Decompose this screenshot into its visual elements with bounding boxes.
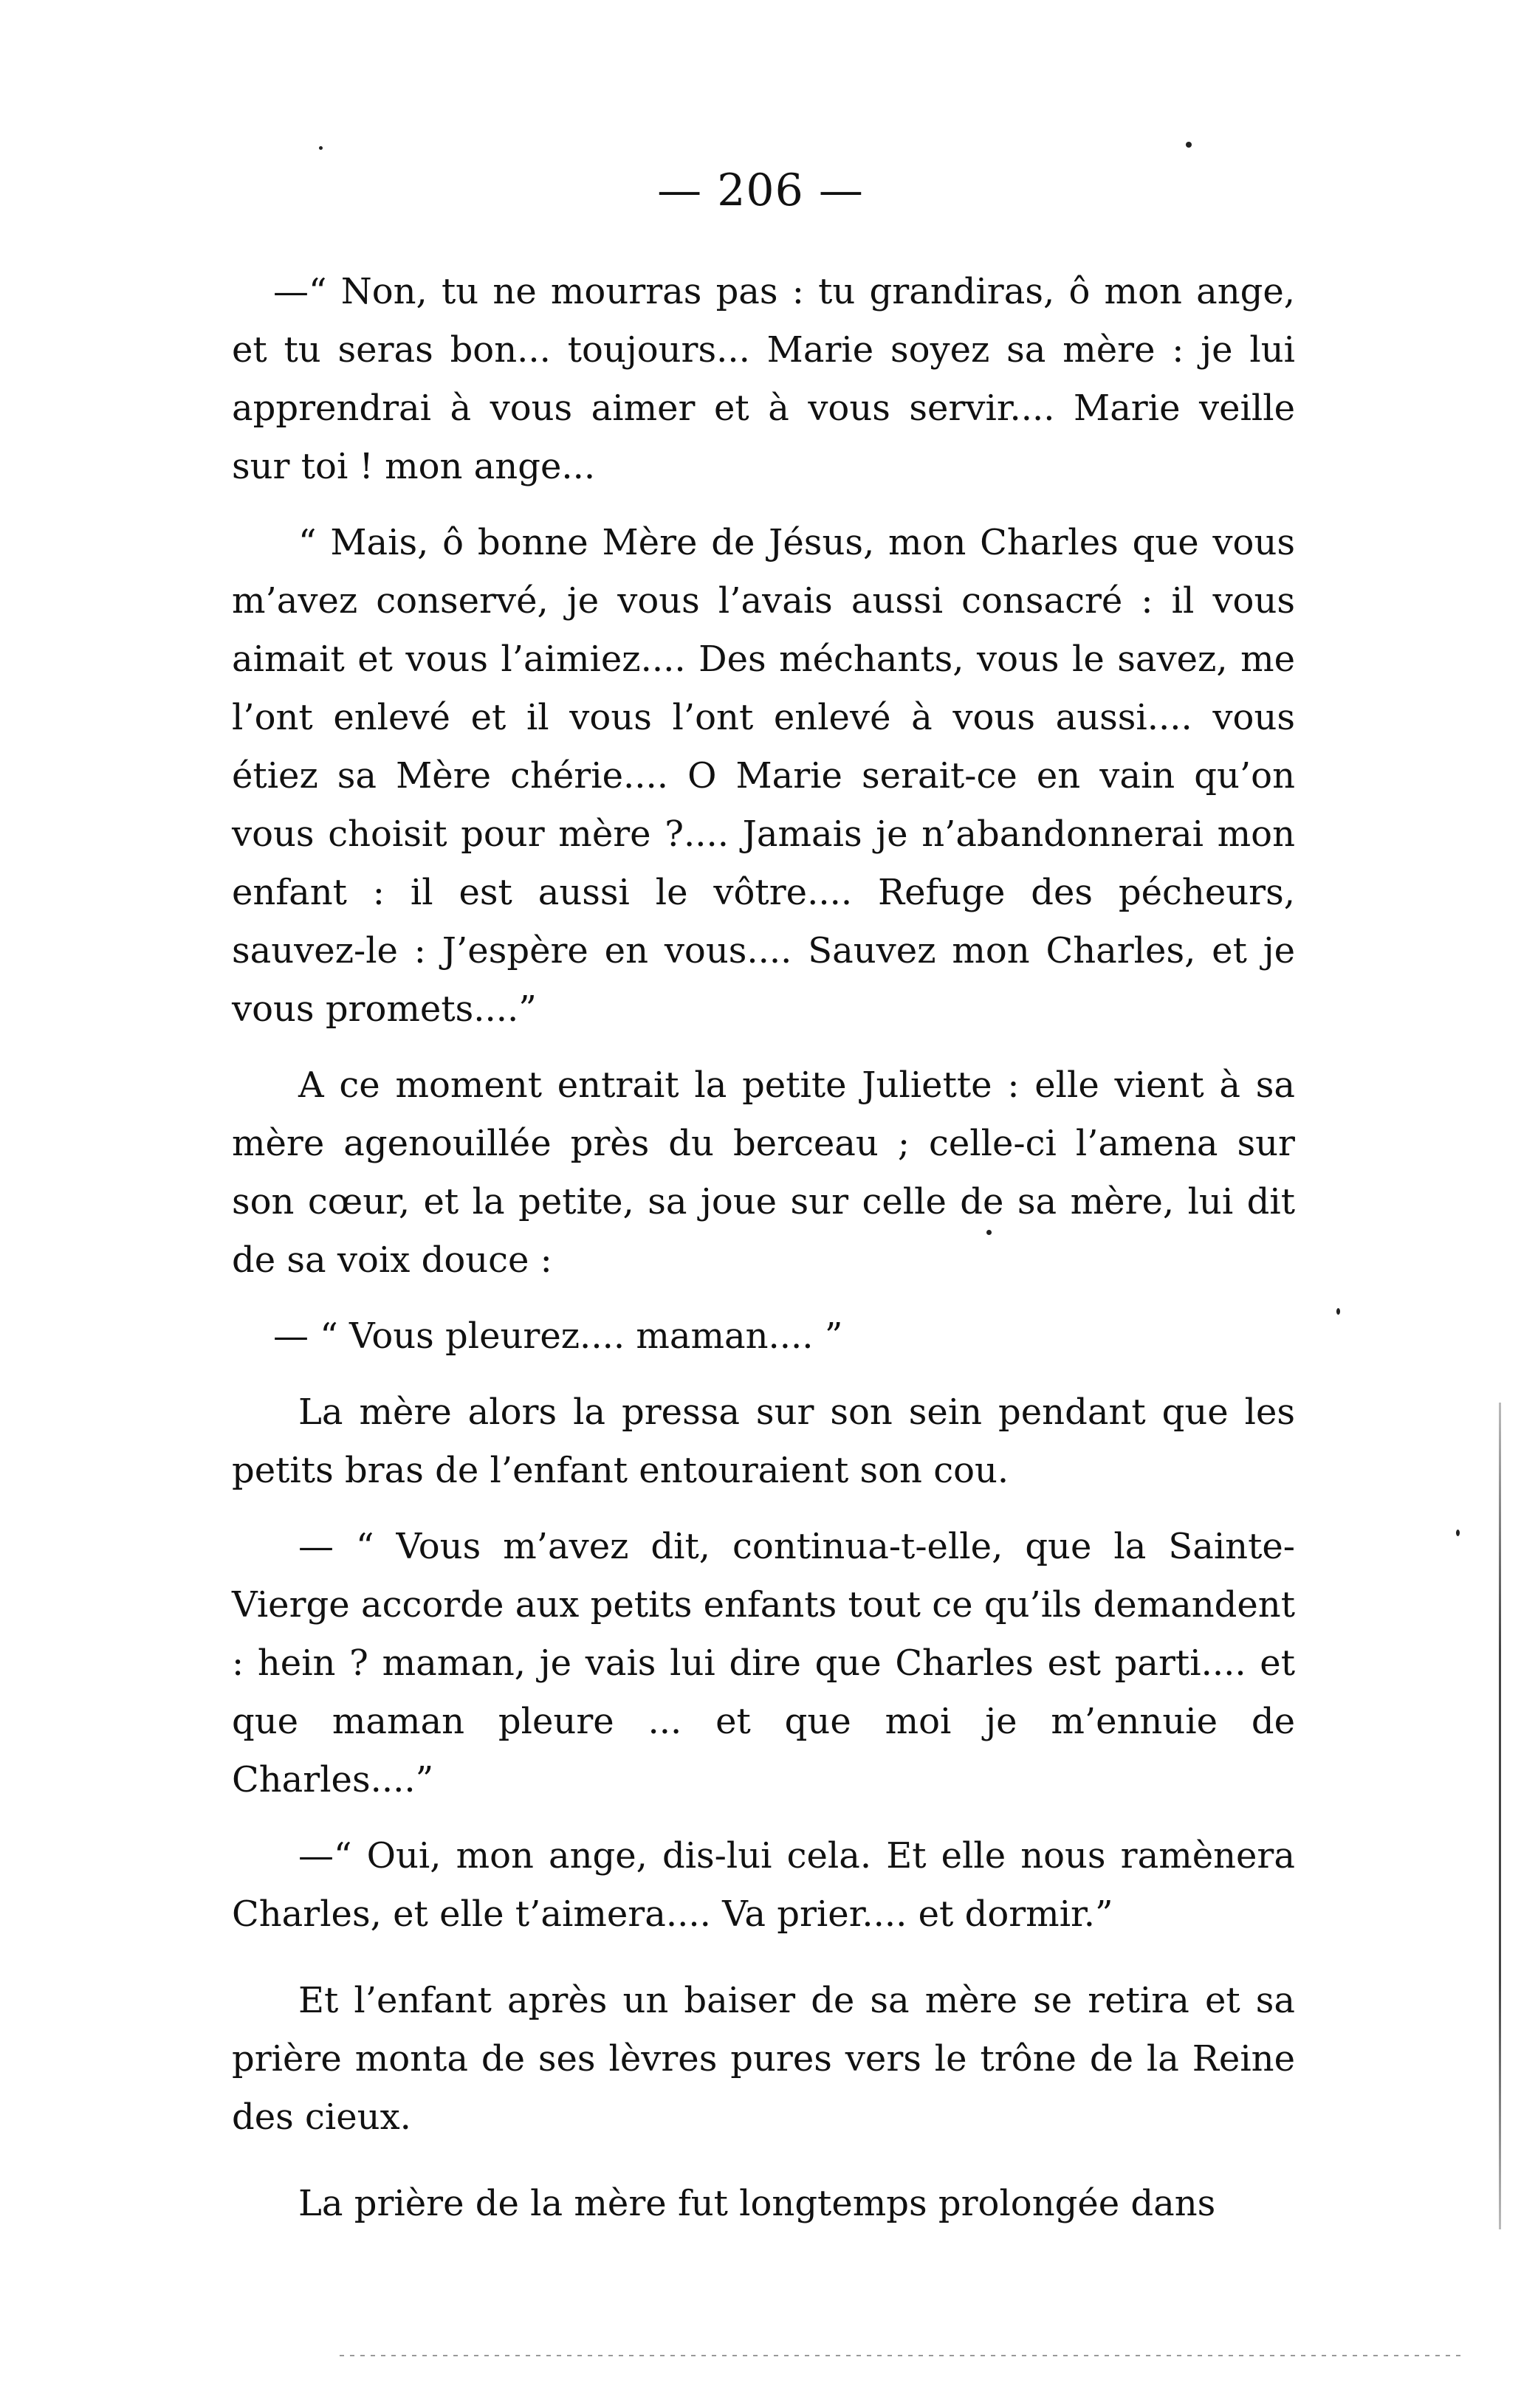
scan-speck bbox=[319, 146, 323, 150]
paragraph-8: Et l’enfant après un baiser de sa mère se retira et sa prière monta de ses lèvres pures vers le trône de la Reine des cieux. bbox=[232, 1980, 1295, 2138]
paragraph-1: —“ Non, tu ne mourras pas : tu grandiras, ô mon ange, et tu seras bon... toujours... Marie soyez sa mère : je lui apprendrai à vous aimer et à vous servir.... Marie veille sur toi ! mon ange... bbox=[232, 271, 1295, 487]
paragraph-7: —“ Oui, mon ange, dis-lui cela. Et elle nous ramènera Charles, et elle t’aimera.... Va prier.... et dormir.” bbox=[232, 1835, 1295, 1935]
scan-speck bbox=[1336, 1308, 1340, 1315]
paragraph-3: A ce moment entrait la petite Juliette : elle vient à sa mère agenouillée près du berceau ; celle-ci l’amena sur son cœur, et la petite, sa joue sur celle de sa mère, lui dit de sa voix douce : bbox=[232, 1064, 1295, 1281]
paragraph-4: — “ Vous pleurez.... maman.... ” bbox=[273, 1315, 843, 1357]
scan-speck bbox=[1456, 1530, 1460, 1536]
paragraph-2: “ Mais, ô bonne Mère de Jésus, mon Charles que vous m’avez conservé, je vous l’avais aussi consacré : il vous aimait et vous l’aimiez.... Des méchants, vous le savez, me l’ont enlevé et il vous l’ont enlevé à vous aussi.... vous étiez sa Mère chérie.... O Marie serait-ce en vain qu’on vous choisit pour mère ?.... Jamais je n’abandonnerai mon enfant : il est aussi le vôtre.... Refuge des pécheurs, sauvez-le : J’espère en vous.... Sauvez mon Charles, et je vous promets....” bbox=[232, 522, 1295, 1030]
paragraph-5: La mère alors la pressa sur son sein pendant que les petits bras de l’enfant entouraient son cou. bbox=[232, 1392, 1295, 1491]
scan-speck bbox=[986, 1230, 992, 1235]
paragraph-6: — “ Vous m’avez dit, continua-t-elle, que la Sainte-Vierge accorde aux petits enfants tout ce qu’ils demandent : hein ? maman, je vais lui dire que Charles est parti.... et que maman pleure ... et que moi je m’ennuie de Charles....” bbox=[232, 1526, 1295, 1800]
scan-edge-line bbox=[340, 2355, 1462, 2356]
scan-speck bbox=[1186, 142, 1192, 148]
scan-edge-line bbox=[1499, 1403, 1501, 2229]
paragraph-9: La prière de la mère fut longtemps prolongée dans bbox=[298, 2183, 1216, 2224]
body-text bbox=[232, 263, 1295, 2251]
page-number: — 206 — bbox=[657, 165, 864, 216]
